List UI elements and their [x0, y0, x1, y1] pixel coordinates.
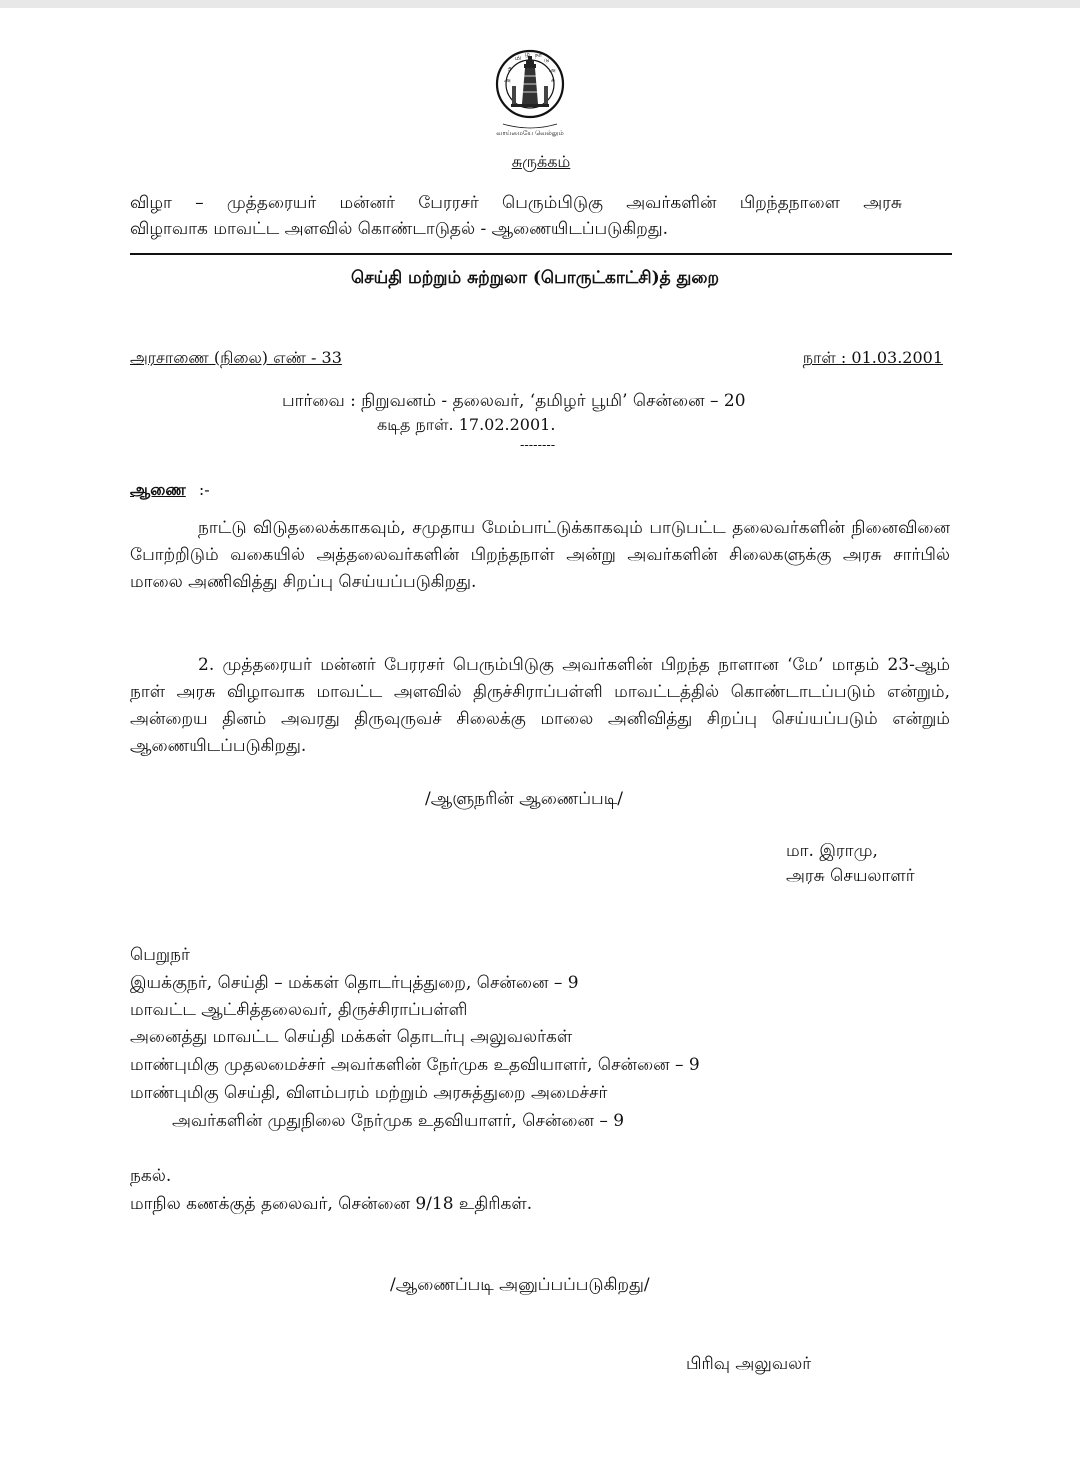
divider-line: [130, 253, 952, 255]
governor-order: /ஆளுநரின் ஆணைப்படி/: [425, 789, 623, 809]
recipient-item: மாண்புமிகு முதலமைச்சர் அவர்களின் நேர்முக உதவியாளர், சென்னை – 9: [130, 1055, 700, 1075]
reference-dashes: --------: [520, 438, 556, 453]
svg-text:அ: அ: [504, 77, 511, 84]
recipients-label: பெறுநர்: [130, 945, 190, 965]
order-number: அரசாணை (நிலை) எண் - 33: [130, 348, 342, 367]
recipient-item: அவர்களின் முதுநிலை நேர்முக உதவியாளர், சென்னை – 9: [172, 1111, 625, 1131]
recipient-item: அனைத்து மாவட்ட செய்தி மக்கள் தொடர்பு அலுவலர்கள்: [130, 1027, 573, 1047]
emblem-motto: வாய்மையே வெல்லும்: [496, 129, 564, 137]
signatory-title: அரசு செயலாளர்: [786, 866, 915, 886]
svg-text:நா: நா: [535, 52, 542, 59]
order-label: ஆணை: [130, 480, 186, 499]
summary-line-2: விழாவாக மாவட்ட அளவில் கொண்டாடுதல் - ஆணையிடப்படுகிறது.: [130, 219, 668, 239]
tamil-nadu-emblem-icon: [495, 46, 565, 138]
order-label-row: [130, 480, 210, 501]
paragraph-1: நாட்டு விடுதலைக்காகவும், சமுதாய மேம்பாட்டுக்காகவும் பாடுபட்ட தலைவர்களின் நினைவினை போற்றிடும் வகையில் அத்தலைவர்களின் பிறந்தநாள் அன்று அவர்களின் சிலைகளுக்கு அரசு சார்பில் மாலை அணிவித்து சிறப்பு செய்யப்படுகிறது.: [130, 518, 950, 592]
summary-line-1: விழா – முத்தரையர் மன்னர் பேரரசர் பெரும்பிடுகு அவர்களின் பிறந்தநாளை அரசு: [130, 193, 902, 213]
copy-to: மாநில கணக்குத் தலைவர், சென்னை 9/18 உதிரிகள்.: [130, 1194, 533, 1214]
svg-text:த: த: [508, 65, 512, 72]
paragraph-2: 2. முத்தரையர் மன்னர் பேரரசர் பெரும்பிடுகு அவர்களின் பிறந்த நாளான ‘மே’ மாதம் 23-ஆம் நாள் அரசு விழாவாக மாவட்ட அளவில் திருச்சிராப்பள்ளி மாவட்டத்தில் கொண்டாடப்படும் என்றும், அன்றைய தினம் அவரது திருவுருவச் சிலைக்கு மாலை அனிவித்து சிறப்பு செய்யப்படும் என்றும் ஆணையிடப்படுகிறது.: [130, 655, 950, 756]
svg-text:சு: சு: [551, 77, 555, 84]
department-title: செய்தி மற்றும் சுற்றுலா (பொருட்காட்சி)த் துறை: [350, 268, 720, 288]
svg-text:அ: அ: [549, 67, 556, 74]
recipient-item: மாவட்ட ஆட்சித்தலைவர், திருச்சிராப்பள்ளி: [130, 1000, 468, 1020]
svg-text:மி: மி: [515, 55, 521, 62]
copy-label: நகல்.: [130, 1166, 172, 1186]
reference-line-1: பார்வை : நிறுவனம் - தலைவர், ‘தமிழர் பூமி’ சென்னை – 20: [282, 391, 746, 411]
svg-text:டு: டு: [544, 57, 550, 64]
recipient-item: மாண்புமிகு செய்தி, விளம்பரம் மற்றும் அரசுத்துறை அமைச்சர்: [130, 1083, 608, 1103]
signatory-name: மா. இராமு,: [786, 841, 878, 861]
recipient-item: இயக்குநர், செய்தி – மக்கள் தொடர்புத்துறை, சென்னை – 9: [130, 973, 579, 993]
section-officer: பிரிவு அலுவலர்: [686, 1354, 812, 1374]
order-date: நாள் : 01.03.2001: [802, 348, 943, 367]
reference-line-2: கடித நாள். 17.02.2001.: [377, 415, 556, 434]
order-label-suffix: :-: [198, 480, 210, 499]
svg-text:ழ்: ழ்: [525, 51, 530, 58]
forwarded-note: /ஆணைப்படி அனுப்பப்படுகிறது/: [390, 1275, 650, 1295]
summary-heading: சுருக்கம்: [511, 152, 571, 171]
